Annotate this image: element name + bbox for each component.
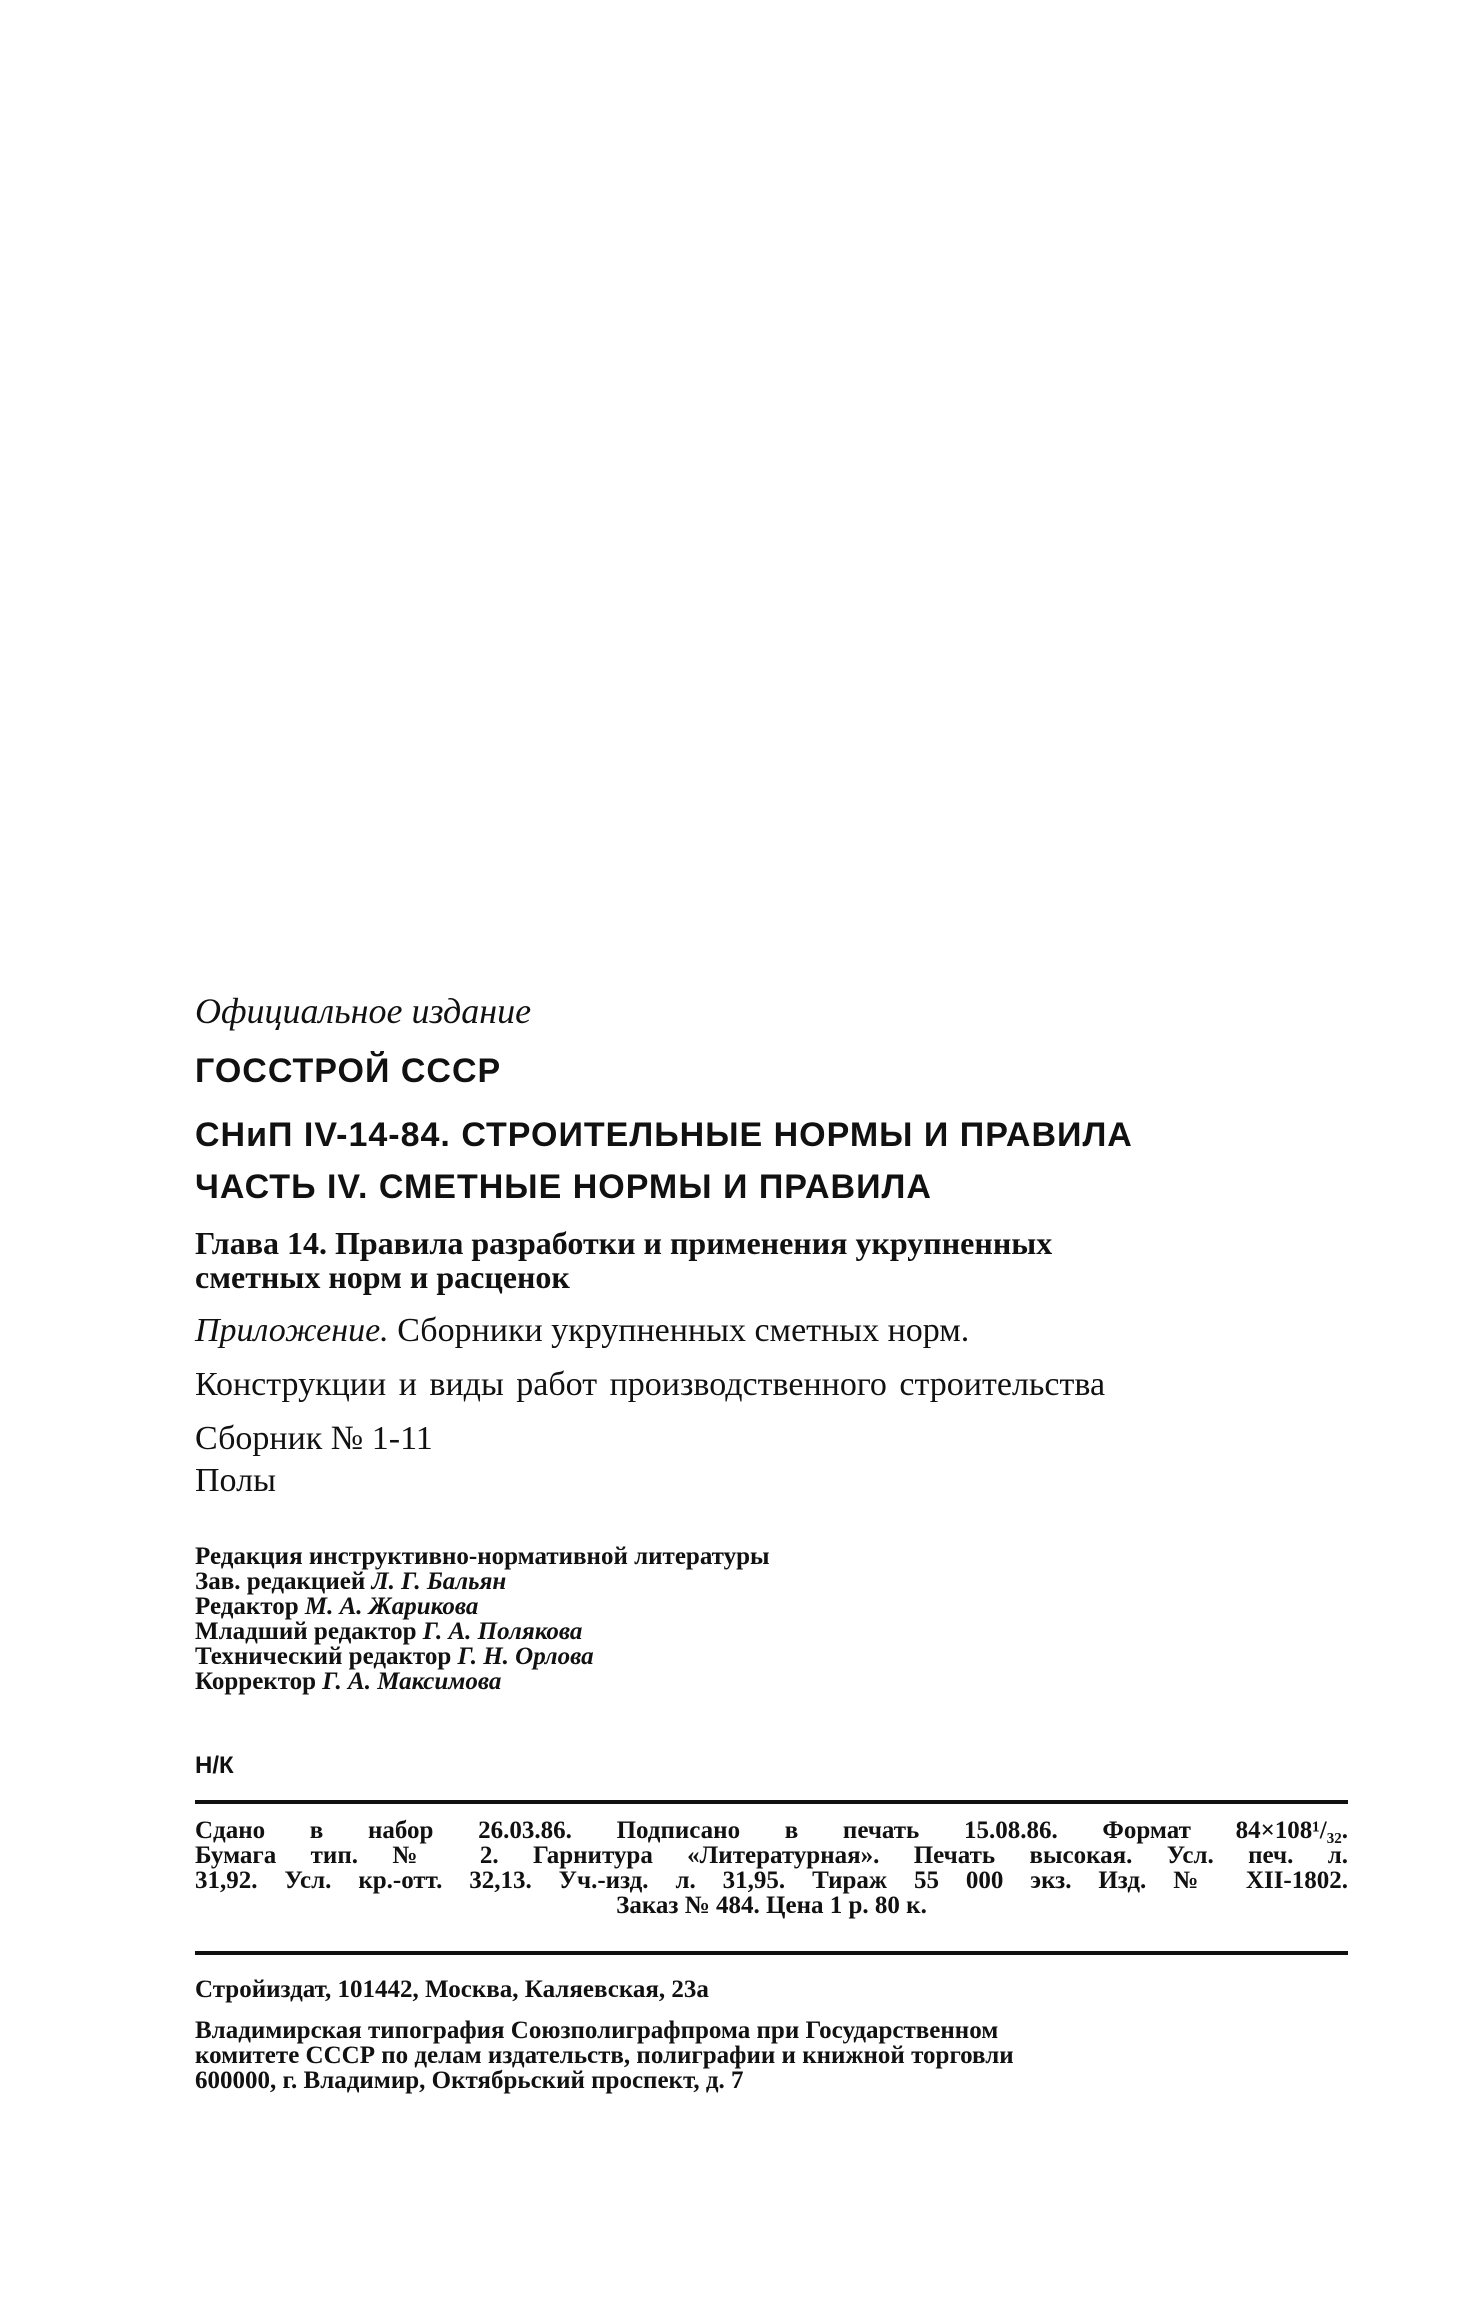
part-title: ЧАСТЬ IV. СМЕТНЫЕ НОРМЫ И ПРАВИЛА: [195, 1168, 932, 1206]
credit-name: Г. Н. Орлова: [457, 1643, 594, 1670]
document-title: СНиП IV-14-84. СТРОИТЕЛЬНЫЕ НОРМЫ И ПРАВИЛА: [195, 1116, 1133, 1154]
chapter-title: [195, 1226, 1355, 1294]
printer-info: [195, 2018, 1355, 2093]
publisher-address: Стройиздат, 101442, Москва, Каляевская, 23а: [195, 1976, 709, 2003]
collection-name: Полы: [195, 1462, 276, 1499]
credit-row: [195, 1644, 1355, 1669]
credit-name: М. А. Жарикова: [304, 1593, 479, 1620]
appendix-label: Приложение.: [195, 1312, 389, 1349]
classification-code: Н/К: [195, 1752, 234, 1779]
collection-number: Сборник № 1-11: [195, 1420, 433, 1457]
credit-name: Л. Г. Бальян: [371, 1568, 507, 1595]
divider-rule: [195, 1800, 1348, 1804]
organization-heading: ГОССТРОЙ СССР: [195, 1052, 502, 1090]
printer-info-line: Владимирская типография Союзполиграфпрома при Государственном: [195, 2017, 999, 2044]
edition-label: Официальное издание: [195, 991, 532, 1031]
editorial-department: Редакция инструктивно-нормативной литературы: [195, 1543, 770, 1570]
print-details-line: Бумага тип. № 2. Гарнитура «Литературная». Печать высокая. Усл. печ. л.: [195, 1842, 1348, 1869]
print-details-line: Сдано в набор 26.03.86. Подписано в печать 15.08.86. Формат 84×108¹/₃₂.: [195, 1817, 1348, 1844]
print-details: [195, 1818, 1348, 1918]
credit-role: Зав. редакцией: [195, 1568, 372, 1595]
collection-info: [195, 1418, 1355, 1502]
credit-row: [195, 1569, 1355, 1594]
credit-row: [195, 1669, 1355, 1694]
credit-name: Г. А. Полякова: [422, 1618, 583, 1645]
credit-name: Г. А. Максимова: [322, 1668, 502, 1695]
print-details-line: 31,92. Усл. кр.-отт. 32,13. Уч.-изд. л. 31,95. Тираж 55 000 экз. Изд. № XII-1802.: [195, 1867, 1348, 1894]
credit-role: Младший редактор: [195, 1618, 423, 1645]
editorial-credits: [195, 1544, 1355, 1694]
credit-role: Технический редактор: [195, 1643, 458, 1670]
credit-role: Корректор: [195, 1668, 323, 1695]
credit-row: [195, 1594, 1355, 1619]
chapter-title-line: сметных норм и расценок: [195, 1259, 570, 1295]
constructions-line: Конструкции и виды работ производственного строительства: [195, 1366, 1106, 1403]
printer-info-line: 600000, г. Владимир, Октябрьский проспект, д. 7: [195, 2067, 744, 2094]
chapter-title-line: Глава 14. Правила разработки и применения укрупненных: [195, 1225, 1053, 1261]
credit-role: Редактор: [195, 1593, 305, 1620]
divider-rule: [195, 1951, 1348, 1955]
appendix-line: [195, 1312, 1355, 1350]
credit-row: [195, 1619, 1355, 1644]
print-details-line: Заказ № 484. Цена 1 р. 80 к.: [616, 1892, 927, 1919]
appendix-text: Сборники укрупненных сметных норм.: [388, 1312, 970, 1349]
printer-info-line: комитете СССР по делам издательств, полиграфии и книжной торговли: [195, 2042, 1014, 2069]
